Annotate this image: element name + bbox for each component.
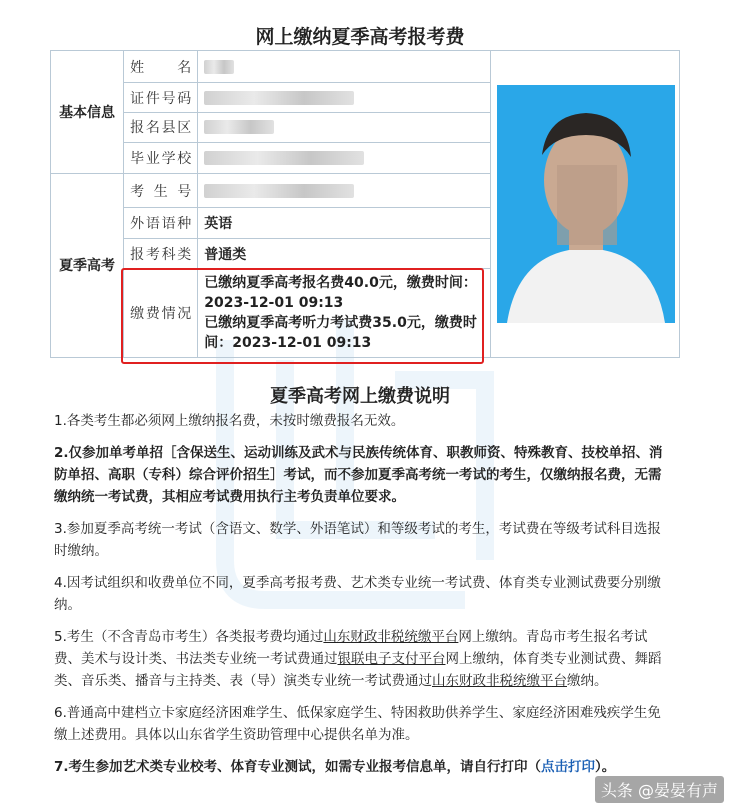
subject-type-value: 普通类 (198, 239, 491, 269)
name-label: 姓 名 (124, 51, 198, 83)
shandong-finance-platform-link[interactable]: 山东财政非税统缴平台 (323, 629, 459, 645)
note-7 (54, 756, 664, 778)
payment-line-registration: 已缴纳夏季高考报名费40.0元，缴费时间：2023-12-01 09:13 (204, 275, 477, 312)
note-5-part-d: 缴纳。 (567, 673, 608, 689)
foreign-language-label: 外语语种 (124, 208, 198, 239)
county-label: 报名县区 (124, 113, 198, 143)
notes-section (54, 410, 664, 788)
attribution-watermark: 头条 @晏晏有声 (595, 776, 724, 803)
note-6: 6.普通高中建档立卡家庭经济困难学生、低保家庭学生、特困救助供养学生、家庭经济困难残疾学生免缴上述费用。具体以山东省学生资助管理中心提供名单为准。 (54, 705, 661, 743)
id-number-value (198, 83, 491, 113)
shandong-finance-platform-link-2[interactable]: 山东财政非税统缴平台 (432, 673, 567, 689)
note-5-part-b: 网上缴纳。青岛市考生报名考试费、美术与设计类、书法类专业统一考试费通过 (54, 629, 648, 667)
id-number-label: 证件号码 (124, 83, 198, 113)
payment-status-label: 缴费情况 (124, 269, 198, 358)
note-3: 3.参加夏季高考统一考试（含语文、数学、外语笔试）和等级考试的考生，考试费在等级考试科目选报时缴纳。 (54, 521, 661, 559)
school-label: 毕业学校 (124, 142, 198, 173)
candidate-photo (497, 85, 675, 323)
payment-status-value (198, 269, 491, 358)
candidate-number-label: 考 生 号 (124, 173, 198, 207)
note-7-part-a: 7.考生参加艺术类专业校考、体育专业测试，如需专业报考信息单，请自行打印（ (54, 759, 542, 775)
school-value (198, 142, 491, 173)
info-table (50, 50, 680, 358)
note-4: 4.因考试组织和收费单位不同，夏季高考报考费、艺术类专业统一考试费、体育类专业测试费要分别缴纳。 (54, 575, 661, 613)
summer-exam-group-label: 夏季高考 (51, 173, 124, 357)
unionpay-platform-link[interactable]: 银联电子支付平台 (337, 651, 446, 667)
note-5-part-a: 5.考生（不含青岛市考生）各类报考费均通过 (54, 629, 324, 645)
note-7-part-b: ）。 (595, 759, 616, 775)
note-2: 2.仅参加单考单招［含保送生、运动训练及武术与民族传统体育、职教师资、特殊教育、技校单招、消防单招、高职（专科）综合评价招生］考试，而不参加夏季高考统一考试的考生，仅缴纳报名费，无需缴纳统一考试费，其相应考试费用执行主考负责单位要求。 (54, 445, 663, 505)
subject-type-label: 报考科类 (124, 239, 198, 269)
county-value (198, 113, 491, 143)
candidate-number-value (198, 173, 491, 207)
name-value (198, 51, 491, 83)
notes-title: 夏季高考网上缴费说明 (270, 386, 450, 407)
note-5 (54, 626, 664, 692)
click-print-link[interactable]: 点击打印 (541, 759, 596, 775)
payment-line-listening: 已缴纳夏季高考听力考试费35.0元，缴费时间：2023-12-01 09:13 (204, 315, 477, 352)
note-5-part-c: 网上缴纳，体育类专业测试费、舞蹈类、音乐类、播音与主持类、表（导）演类专业统一考试费通过 (54, 651, 662, 689)
photo-cell (490, 51, 679, 358)
basic-info-group-label: 基本信息 (51, 51, 124, 174)
note-1: 1.各类考生都必须网上缴纳报名费，未按时缴费报名无效。 (54, 413, 405, 429)
foreign-language-value: 英语 (198, 208, 491, 239)
page-title: 网上缴纳夏季高考报考费 (255, 26, 465, 48)
